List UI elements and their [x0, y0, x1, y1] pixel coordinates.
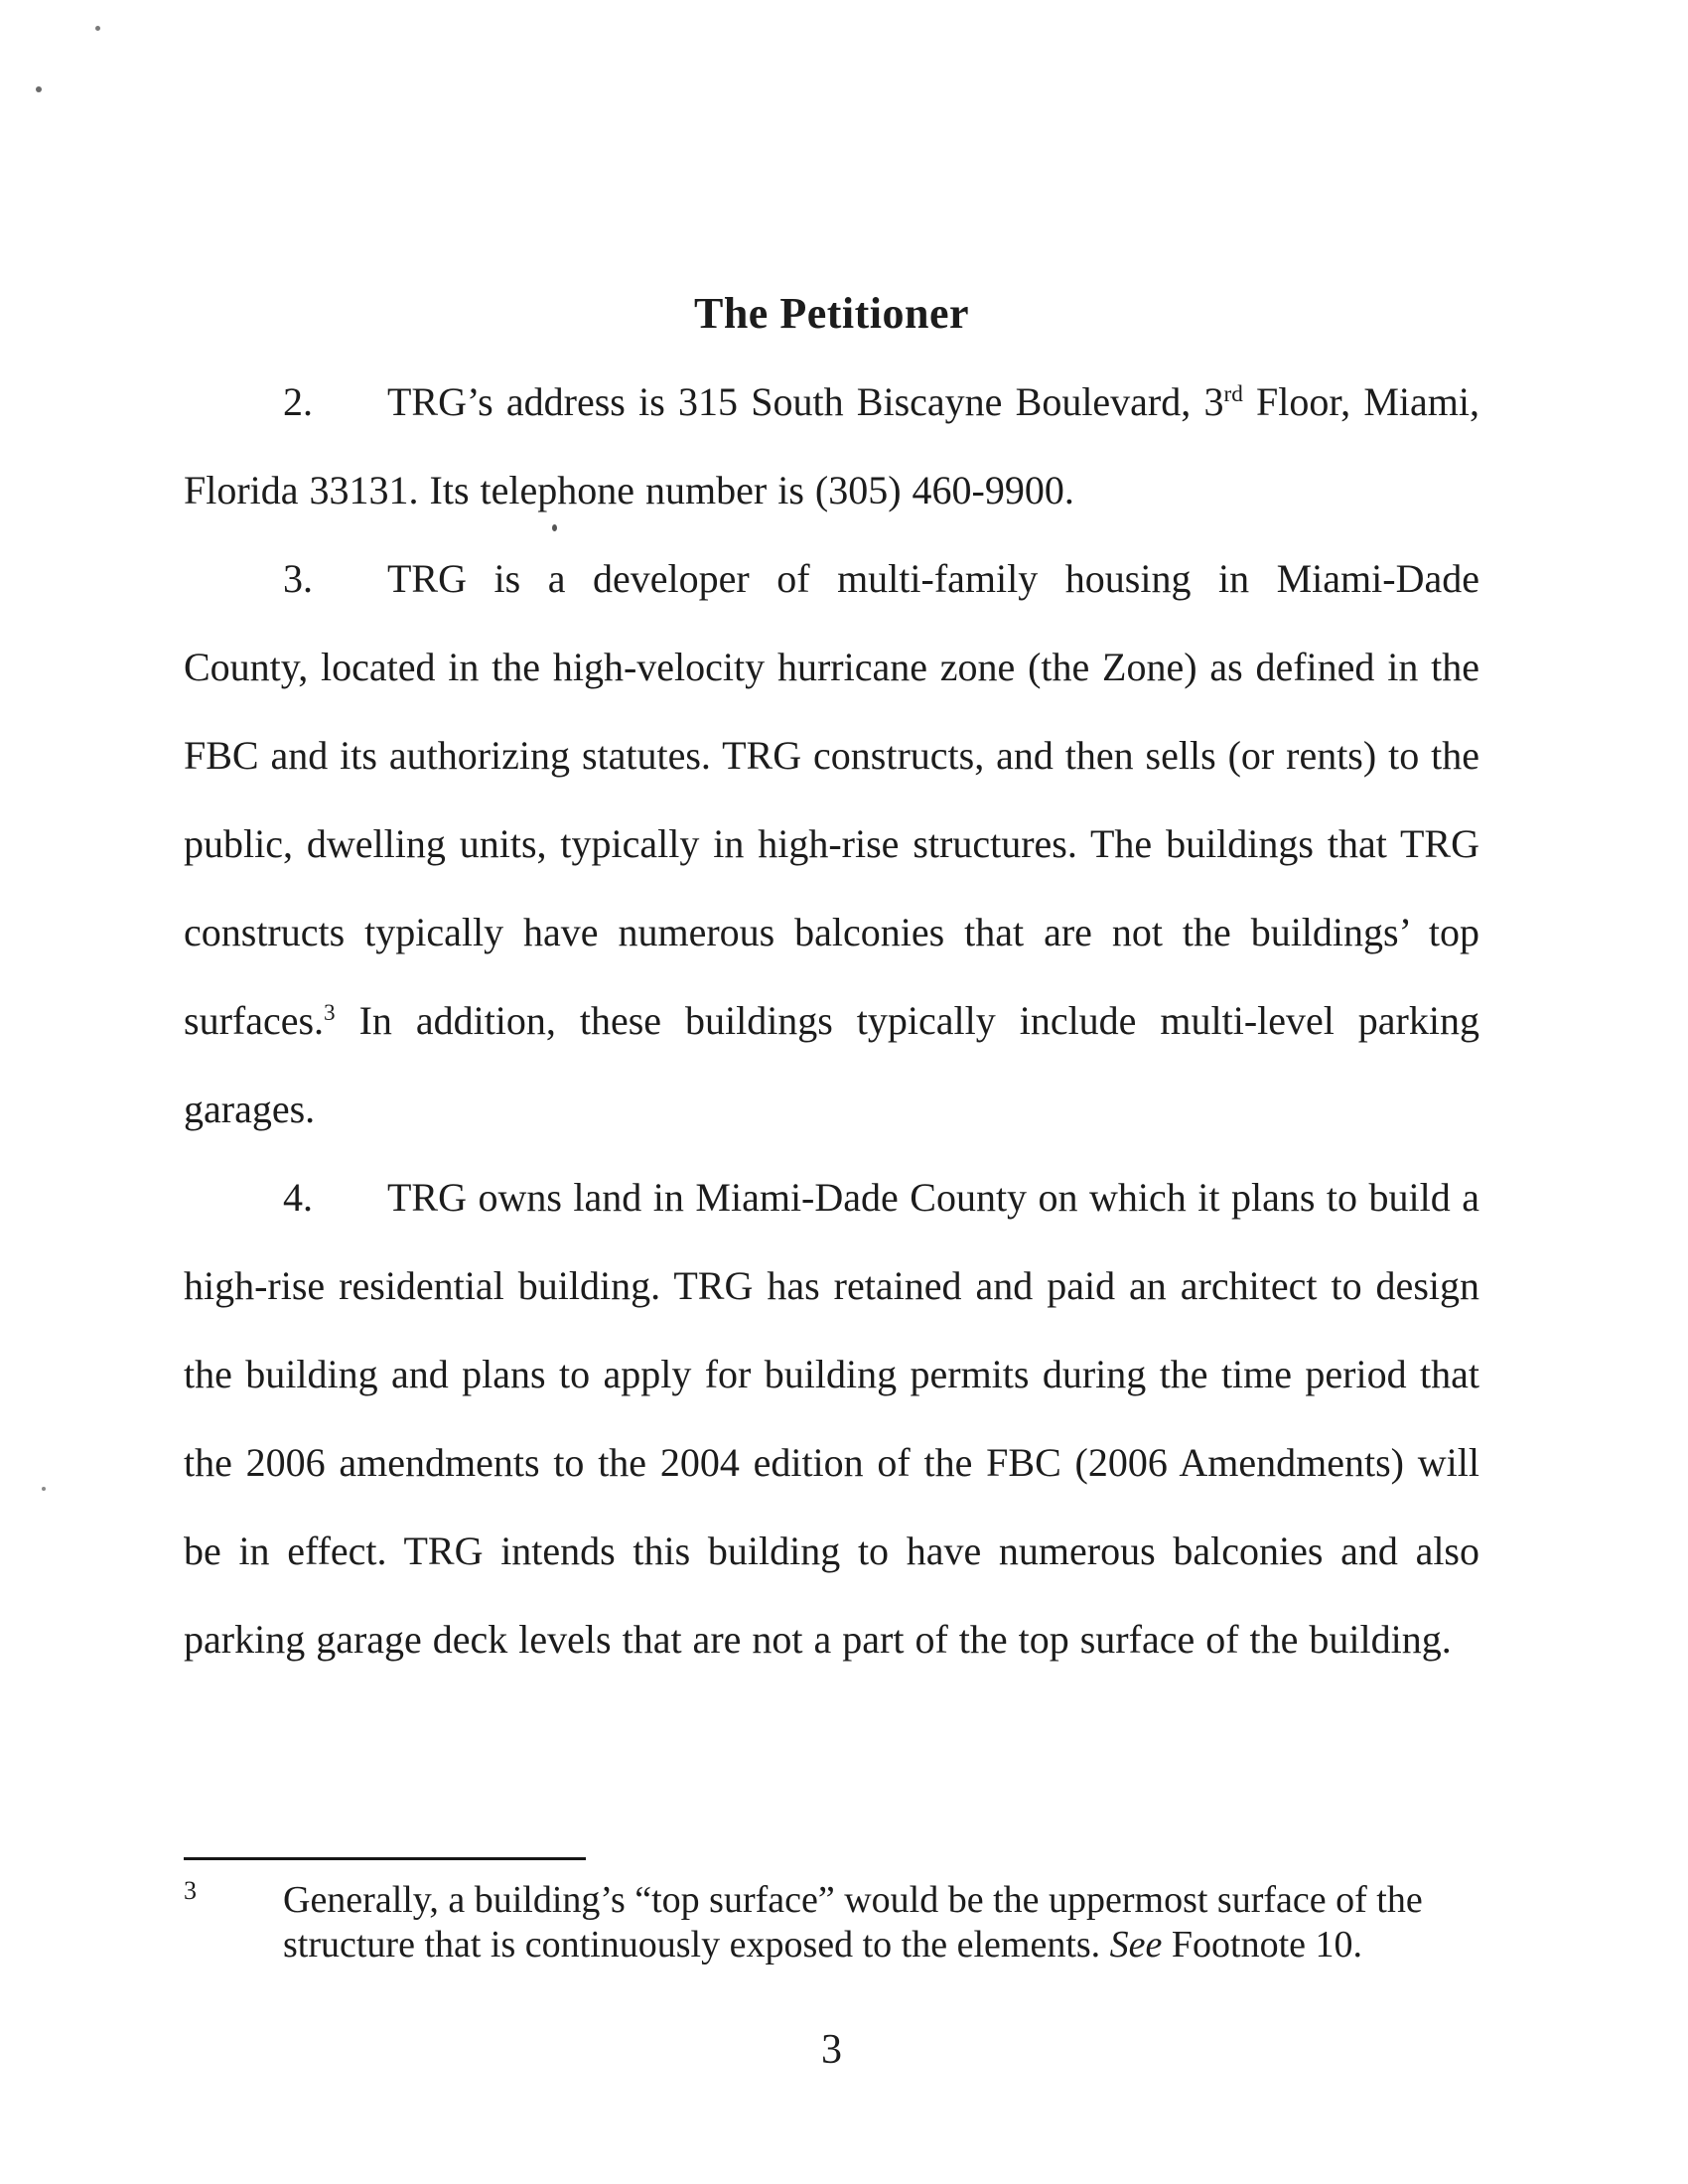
paragraph-text: TRG is a developer of multi-family housing in Miami-Dade County, located in the high-velocity hurricane zone (the Zone) as defined in the FBC and its authorizing statutes. TRG constructs, and then sells (or rents) to the public, dwelling units, typically in high-rise structures. The buildings that TRG constructs typically have numerous balconies that are not the buildings’ top surfaces.$^3$ In addition, these buildings typically include multi-level parking garages.	[184, 556, 1479, 1131]
footnote-text: Generally, a building’s “top surface” would be the uppermost surface of the structure that is continuously exposed to the elements. See Footnote 10.	[283, 1879, 1423, 1966]
footnote-marker: 3	[184, 1876, 197, 1905]
scan-speck	[42, 1487, 46, 1491]
paragraph-number: 2.	[283, 379, 313, 424]
scan-speck	[95, 26, 100, 31]
section-title: The Petitioner	[693, 289, 970, 338]
paragraph-text: TRG’s address is 315 South Biscayne Boulevard, 3rd Floor, Miami, Florida 33131. Its telephone number is (305) 460-9900.	[184, 379, 1479, 512]
footnote	[184, 1878, 1479, 1967]
paragraph-2	[184, 358, 1479, 534]
paragraph-4	[184, 1153, 1479, 1683]
see-citation: See	[1109, 1924, 1163, 1966]
footnote-reference: 3	[324, 1000, 336, 1026]
scan-speck	[36, 86, 42, 92]
document-content	[184, 0, 1479, 2075]
paragraph-number: 3.	[283, 556, 313, 601]
ordinal-superscript: rd	[1223, 381, 1243, 407]
paragraph-number: 4.	[283, 1175, 313, 1220]
footnote-separator	[184, 1857, 586, 1860]
paragraph-text: TRG owns land in Miami-Dade County on which it plans to build a high-rise residential building. TRG has retained and paid an architect to design the building and plans to apply for building permits during the time period that the 2006 amendments to the 2004 edition of the FBC (2006 Amendments) will be in effect. TRG intends this building to have numerous balconies and also parking garage deck levels that are not a part of the top surface of the building.	[184, 1175, 1479, 1662]
page-number: 3	[821, 2027, 842, 2073]
paragraph-3	[184, 534, 1479, 1153]
